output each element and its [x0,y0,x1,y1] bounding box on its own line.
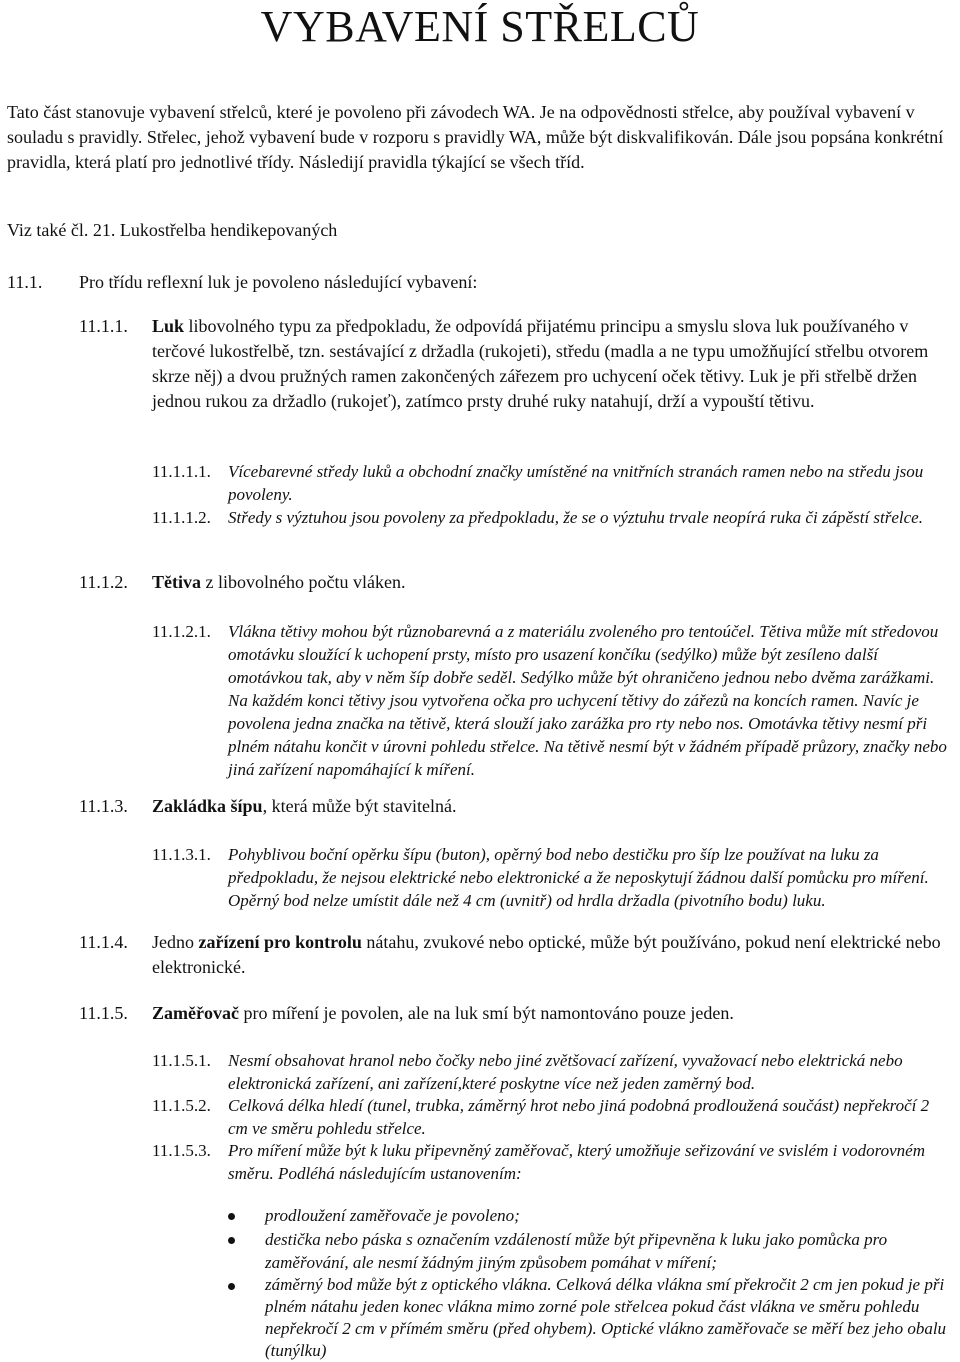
section-number: 11.1.5.1. [152,1051,211,1070]
arrow-rest-paragraph [152,794,952,819]
section-number: 11.1.4. [79,932,128,952]
subsection-text: Celková délka hledí (tunel, trubka, záměrný hrot nebo jiná podobná prodloužená součást) nepřekročí 2 cm ve směru pohledu střelce. [228,1096,930,1138]
section-number: 11.1.5.2. [152,1096,211,1115]
section-number: 11.1.1. [79,316,128,336]
intro-paragraph: Tato část stanovuje vybavení střelců, které je povoleno při závodech WA. Je na odpovědnosti střelce, aby používal vybavení v souladu s pravidly. Střelec, jehož vybavení bude v rozporu s pravidly WA, může být diskvalifikován. Dále jsou popsána konkrétní pravidla, která platí pro jednotlivé třídy. Následijí pravidla týkající se všech tříd. [7,102,944,172]
sight-term: Zaměřovač [152,1003,239,1023]
section-number: 11.1. [7,272,43,292]
bow-term: Luk [152,316,185,336]
arrow-rest-term: Zakládka šípu [152,796,263,816]
string-text: z libovolného počtu vláken. [201,572,406,592]
section-number: 11.1.1.2. [152,508,211,527]
section-number: 11.1.5. [79,1003,128,1023]
string-paragraph [152,570,952,595]
sight-text: pro míření je povolen, ale na luk smí být namontováno pouze jeden. [238,1003,734,1023]
bullet-dot [228,1237,235,1244]
draw-check-paragraph [152,930,952,980]
bow-text: libovolného typu za předpokladu, že odpovídá přijatému principu a smyslu slova luk používaného v terčové lukostřelbě, tzn. sestávající z držadla (rukojeti), středu (madla a ne typu umožňující střelbu otvorem skrze něj) a dvou pružných ramen zakončených zářezem pro uchycení oček tětivy. Luk je při střelbě držen jednou rukou za držadlo (rukojeť), zatímco prsty druhé ruky natahují, drží a vypouští tětivu. [152,316,929,411]
bow-paragraph [152,314,952,414]
subsection-text: Středy s výztuhou jsou povoleny za předpokladu, že se o výztuhu trvale neopírá ruka či zápěstí střelce. [228,508,923,527]
subsection-text: Nesmí obsahovat hranol nebo čočky nebo jiné zvětšovací zařízení, vyvažovací nebo elektrická nebo elektronická zařízení, ani zařízení,které poskytne více než jeden zaměrný bod. [228,1051,903,1093]
section-number: 11.1.3.1. [152,845,211,864]
section-number: 11.1.1.1. [152,462,211,481]
section-number: 11.1.2. [79,572,128,592]
section-number: 11.1.5.3. [152,1141,211,1160]
subsection-text: Pro míření může být k luku připevněný zaměřovač, který umožňuje seřizování ve svislém i vodorovném směru. Podléhá následujícím ustanovením: [228,1141,925,1183]
bullet-item: destička nebo páska s označením vzdáleností může být připevněna k luku jako pomůcka pro zaměřování, ale nesmí žádným jiným způsobem pomáhat v míření; [265,1230,888,1272]
bullet-dot [228,1213,235,1220]
arrow-rest-text: , která může být stavitelná. [262,796,457,816]
section-number: 11.1.2.1. [152,622,211,641]
see-also-note: Viz také čl. 21. Lukostřelba hendikepovaných [7,220,338,240]
draw-check-pre: Jedno [152,932,199,952]
page-title: VYBAVENÍ STŘELCŮ [260,2,700,51]
bullet-item: záměrný bod může být z optického vlákna. Celková délka vlákna smí překročit 2 cm jen pokud je při plném nátahu jeden konec vlákna mimo zorné pole střelcea pokud část vlákna ve směru pohledu nepřekročí 2 cm v přímém směru (před ohybem). Optické vlákno zaměřovače se měří bez jeho obalu (tunýlku) [265,1275,947,1360]
section-text: Pro třídu reflexní luk je povoleno následující vybavení: [79,272,478,292]
bullet-dot [228,1283,235,1290]
subsection-text: Pohyblivou boční opěrku šípu (buton), opěrný bod nebo destičku pro šíp lze používat na luku za předpokladu, že nejsou elektrické nebo elektronické a že neposkytují žádnou další pomůcku pro míření. Opěrný bod nelze umístit dále než 4 cm (uvnitř) od hrdla držadla (pivotního bodu) luku. [228,845,929,910]
string-term: Tětiva [152,572,201,592]
bullet-item: prodloužení zaměřovače je povoleno; [265,1206,520,1225]
subsection-text: Vícebarevné středy luků a obchodní značky umístěné na vnitřních stranách ramen nebo na středu jsou povoleny. [228,462,924,504]
sight-paragraph [152,1001,952,1026]
section-number: 11.1.3. [79,796,128,816]
subsection-text: Vlákna tětivy mohou být různobarevná a z materiálu zvoleného pro tentoúčel. Tětiva může mít středovou omotávku sloužící k uchopení prsty, místo pro usazení končíku (sedýlko) může být zesíleno další omotávkou tak, aby v něm šíp dobře seděl. Sedýlko může být ohraničeno jednou nebo dvěma zarážkami. Na každém konci tětivy jsou vytvořena očka pro uchycení tětivy do zářezů na koncích ramen. Navíc je povolena jedna značka na tětivě, která slouží jako zarážka pro rty nebo nos. Omotávka tětivy nesmí při plném nátahu končit v úrovni pohledu střelce. Na tětivě nesmí být v žádném případě průzory, značky nebo jiná zařízení napomáhající k míření. [228,622,947,779]
draw-check-text: nátahu, zvukové nebo optické, může být používáno, pokud není elektrické nebo elektronické. [152,932,941,977]
draw-check-term: zařízení pro kontrolu [198,932,362,952]
